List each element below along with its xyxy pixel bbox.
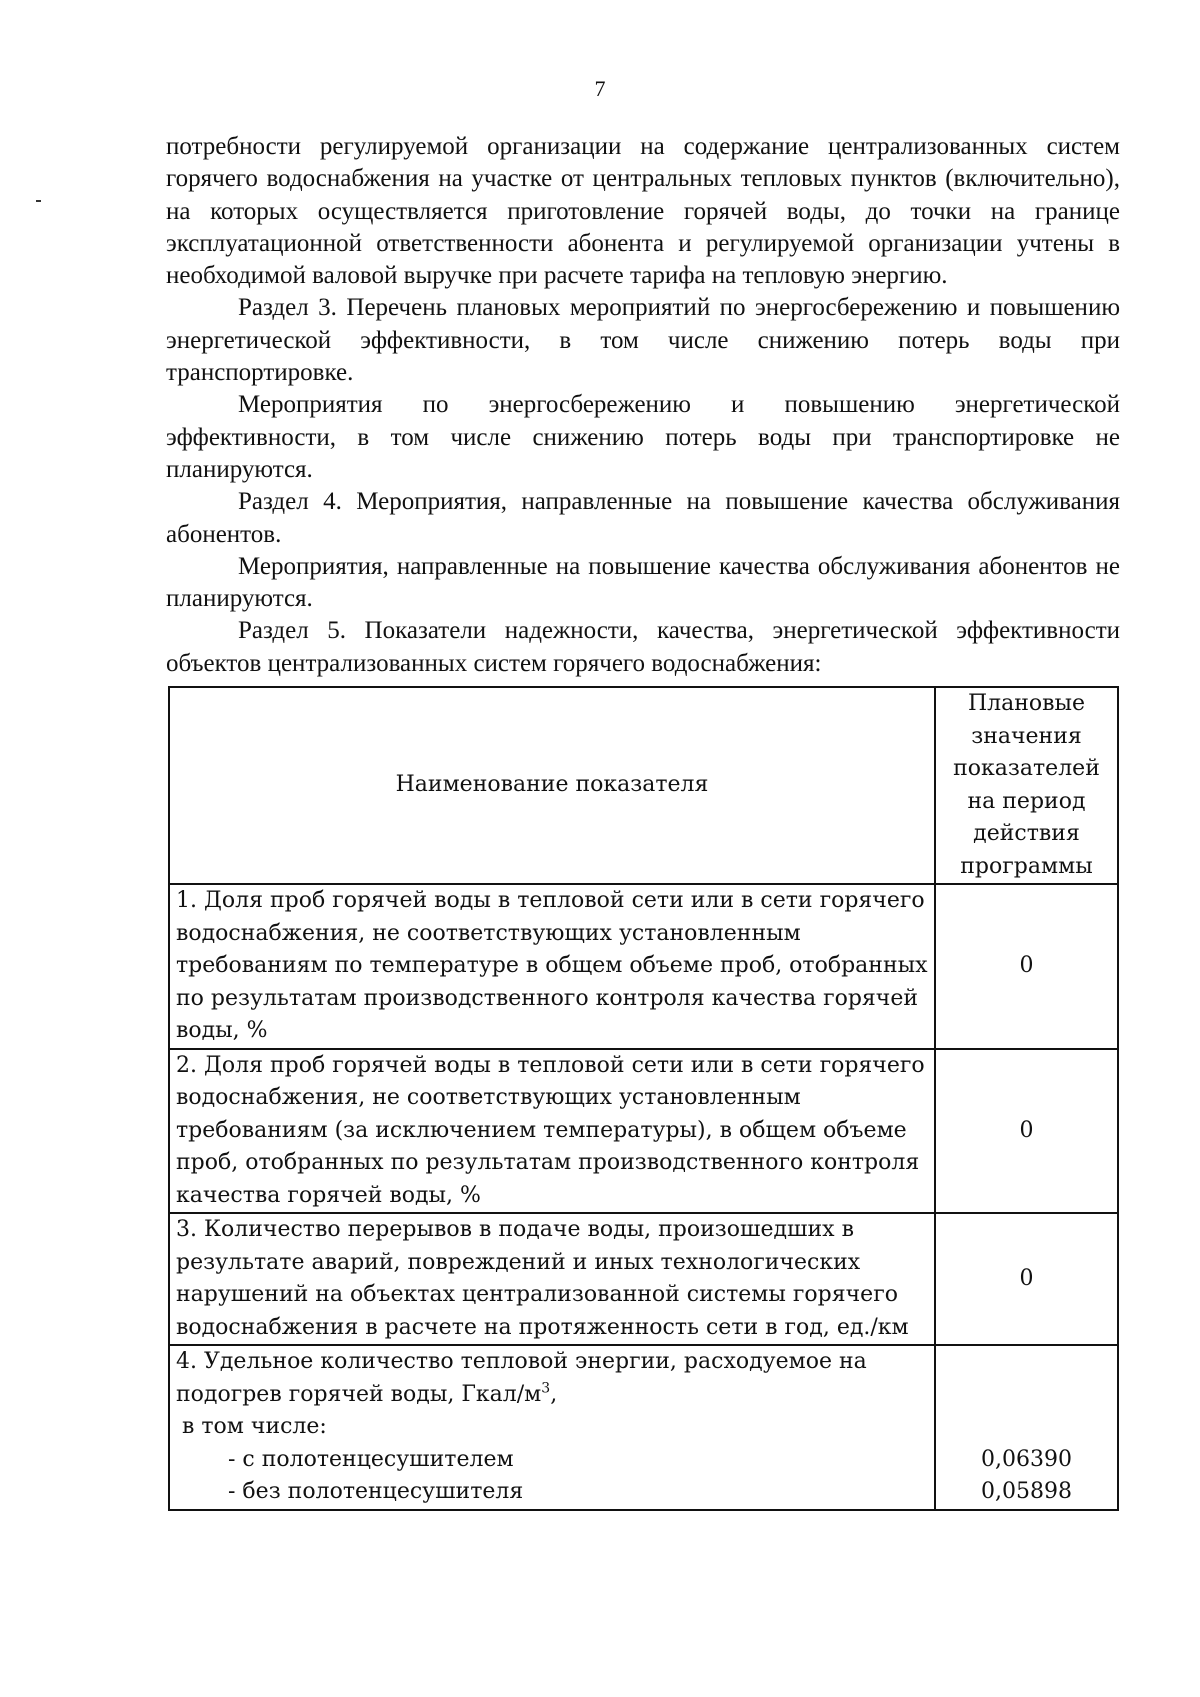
page-number: 7 [594, 76, 606, 101]
indicator-value: 0,06390 [981, 1446, 1072, 1472]
sub-item: - с полотенцесушителем [228, 1446, 514, 1472]
paragraph: Мероприятия, направленные на повышение качества обслуживания абонентов не планируются. [166, 552, 1120, 613]
indicator-name: 3. Количество перерывов в подаче воды, произошедших в результате аварий, повреждений и иных технологических нарушений на объектах централизованной системы горячего водоснабжения в расчете на протяженность сети в год, ед./км [169, 1213, 935, 1345]
indicator-value: 0 [935, 1049, 1118, 1214]
indicator-title-text: 4. Удельное количество тепловой энергии, расходуемое на подогрев горячей воды, Гкал/м [176, 1349, 867, 1407]
indicator-name: 2. Доля проб горячей воды в тепловой сети или в сети горячего водоснабжения, не соответствующих установленным требованиям (за исключением температуры), в общем объеме проб, отобранных по результатам производственного контроля качества горячей воды, % [169, 1049, 935, 1214]
table-row [169, 1345, 1118, 1510]
paragraph: Мероприятия по энергосбережению и повышению энергетической эффективности, в том числе снижению потерь воды при транспортировке не планируются. [166, 391, 1120, 483]
table-row [169, 884, 1118, 1049]
scan-mark [36, 200, 41, 202]
table-row [169, 1049, 1118, 1214]
paragraph: Раздел 4. Мероприятия, направленные на повышение качества обслуживания абонентов. [166, 488, 1120, 548]
indicator-value: 0 [935, 884, 1118, 1049]
paragraph: потребности регулируемой организации на содержание централизованных систем горячего водоснабжения на участке от центральных тепловых пунктов (включительно), на которых осуществляется приготовление горячей воды, до точки на границе эксплуатационной ответственности абонента и регулируемой организации учтены в необходимой валовой выручке при расчете тарифа на тепловую энергию. [166, 133, 1120, 290]
indicator-title [176, 1346, 928, 1411]
table-header-row [169, 687, 1118, 884]
body-text [166, 131, 1120, 680]
indicator-value: 0 [935, 1213, 1118, 1345]
table-row [169, 1213, 1118, 1345]
paragraph: Раздел 3. Перечень плановых мероприятий по энергосбережению и повышению энергетической эффективности, в том числе снижению потерь воды при транспортировке. [166, 294, 1120, 387]
indicator-value: 0,05898 [981, 1479, 1072, 1504]
paragraph: Раздел 5. Показатели надежности, качества, энергетической эффективности объектов централизованных систем горячего водоснабжения: [166, 617, 1120, 677]
indicators-table [168, 686, 1119, 1511]
column-header-value: Плановые значения показателей на период действия программы [935, 687, 1118, 884]
indicator-name [169, 1345, 935, 1510]
indicator-title-tail: , [550, 1381, 558, 1407]
indicator-values [935, 1345, 1118, 1510]
including-label: в том числе: [182, 1414, 327, 1439]
indicator-name: 1. Доля проб горячей воды в тепловой сети или в сети горячего водоснабжения, не соответствующих установленным требованиям по температуре в общем объеме проб, отобранных по результатам производственного контроля качества горячей воды, % [169, 884, 935, 1049]
unit-superscript: 3 [541, 1380, 551, 1397]
sub-item: - без полотенцесушителя [228, 1479, 524, 1504]
column-header-name: Наименование показателя [169, 687, 935, 884]
